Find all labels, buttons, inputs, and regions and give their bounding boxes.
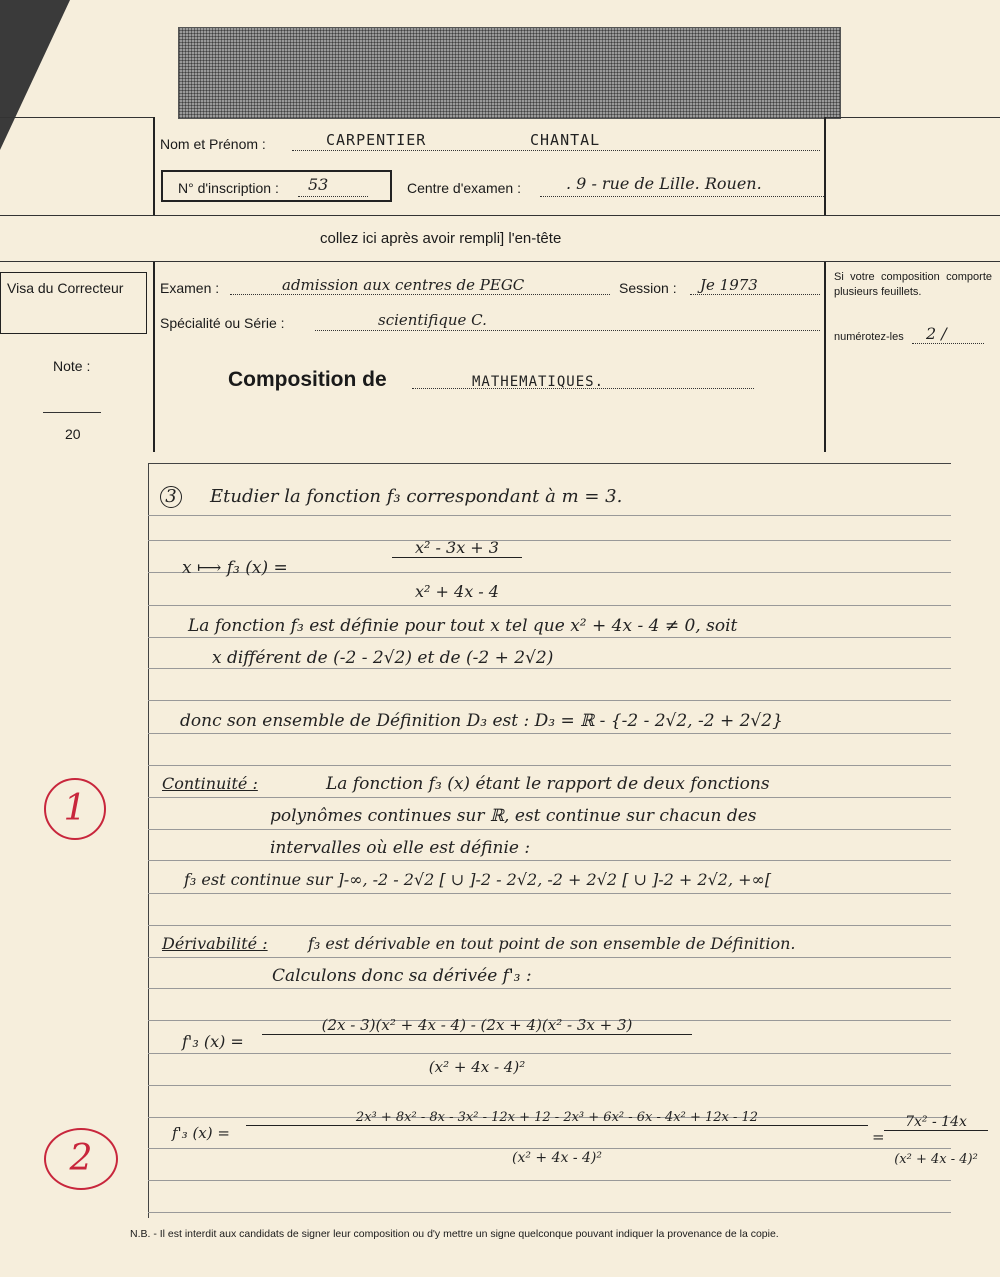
derivative-2-denominator: (x² + 4x - 4)² bbox=[511, 1150, 602, 1166]
session-value: Je 1973 bbox=[700, 276, 758, 294]
rule-line bbox=[148, 700, 951, 701]
derivative-2-result-denominator: (x² + 4x - 4)² bbox=[894, 1152, 978, 1167]
note-label: Note : bbox=[53, 358, 91, 374]
rule-line bbox=[148, 515, 951, 516]
folded-corner bbox=[0, 0, 70, 150]
inscription-value: 53 bbox=[308, 175, 329, 194]
name-label: Nom et Prénom : bbox=[160, 136, 266, 152]
mapping-left: x ⟼ f₃ (x) = bbox=[182, 558, 288, 578]
number-value: 2 / bbox=[926, 324, 947, 343]
sealed-header-stub bbox=[178, 27, 841, 119]
domain-line-2: x différent de (-2 - 2√2) et de (-2 + 2√2) bbox=[212, 648, 554, 668]
rule-line bbox=[148, 733, 951, 734]
name-dotted-line bbox=[292, 150, 820, 151]
rule-line bbox=[148, 925, 951, 926]
domain-definition: donc son ensemble de Définition D₃ est : D₃ = ℝ - {-2 - 2√2, -2 + 2√2} bbox=[180, 711, 783, 731]
rule-line bbox=[148, 1180, 951, 1181]
center-value: . 9 - rue de Lille. Rouen. bbox=[566, 174, 762, 193]
note-fraction-bar bbox=[43, 412, 101, 413]
rule-line bbox=[148, 797, 951, 798]
header-top-line-right bbox=[826, 117, 1000, 118]
inscription-label: N° d'inscription : bbox=[178, 180, 279, 196]
exam-label: Examen : bbox=[160, 280, 220, 296]
question-line: Etudier la fonction f₃ correspondant à m = 3. bbox=[210, 486, 623, 507]
rule-line bbox=[148, 1148, 951, 1149]
visa-label: Visa du Correcteur bbox=[7, 280, 124, 296]
rule-line bbox=[148, 637, 951, 638]
note-max: 20 bbox=[65, 426, 81, 442]
question-number: 3 bbox=[160, 486, 182, 508]
spec-dotted-line bbox=[315, 330, 820, 331]
number-label: numérotez-les bbox=[834, 331, 904, 343]
rule-line bbox=[148, 1212, 951, 1213]
rule-line bbox=[148, 540, 951, 541]
derivative-1-denominator: (x² + 4x - 4)² bbox=[428, 1058, 526, 1076]
number-dotted-line bbox=[912, 343, 984, 344]
derivative-1-left: f'₃ (x) = bbox=[182, 1032, 244, 1051]
mapping-denominator: x² + 4x - 4 bbox=[415, 582, 499, 601]
rule-line bbox=[148, 829, 951, 830]
mapping-numerator: x² - 3x + 3 bbox=[392, 538, 522, 558]
rule-line bbox=[148, 860, 951, 861]
rule-line bbox=[148, 988, 951, 989]
rule-line bbox=[148, 1085, 951, 1086]
composition-label: Composition de bbox=[228, 368, 387, 391]
continuity-line-1: La fonction f₃ (x) étant le rapport de deux fonctions bbox=[326, 774, 770, 794]
rule-line bbox=[148, 765, 951, 766]
continuity-heading: Continuité : bbox=[162, 774, 258, 793]
rule-line bbox=[148, 957, 951, 958]
rule-line bbox=[148, 893, 951, 894]
continuity-line-3: intervalles où elle est définie : bbox=[270, 838, 531, 858]
session-label: Session : bbox=[619, 280, 677, 296]
spec-value: scientifique C. bbox=[378, 311, 487, 329]
grader-mark-1: 1 bbox=[44, 778, 106, 840]
derivative-2-result-numerator: 7x² - 14x bbox=[884, 1114, 988, 1131]
derivative-2-equals: = bbox=[872, 1128, 885, 1146]
first-name-value: CHANTAL bbox=[530, 131, 601, 149]
header-top-line-left bbox=[0, 117, 153, 118]
derivability-heading: Dérivabilité : bbox=[162, 934, 268, 953]
derivability-line-1: f₃ est dérivable en tout point de son ensemble de Définition. bbox=[308, 934, 796, 953]
continuity-line-2: polynômes continues sur ℝ, est continue sur chacun des bbox=[270, 806, 757, 826]
composition-value: MATHEMATIQUES. bbox=[472, 374, 605, 390]
center-label: Centre d'examen : bbox=[407, 180, 521, 196]
exam-dotted-line bbox=[230, 294, 610, 295]
rule-line bbox=[148, 1053, 951, 1054]
center-dotted-line bbox=[540, 196, 824, 197]
inscription-dotted-line bbox=[298, 196, 368, 197]
derivative-2-left: f'₃ (x) = bbox=[172, 1124, 230, 1142]
spec-label: Spécialité ou Série : bbox=[160, 315, 285, 331]
continuity-intervals: f₃ est continue sur ]-∞, -2 - 2√2 [ ∪ ]-2 - 2√2, -2 + 2√2 [ ∪ ]-2 + 2√2, +∞[ bbox=[184, 870, 772, 889]
exam-value: admission aux centres de PEGC bbox=[282, 276, 525, 294]
rule-line bbox=[148, 605, 951, 606]
multi-page-note: Si votre composition comporte plusieurs feuillets. bbox=[834, 271, 992, 298]
footer-note: N.B. - Il est interdit aux candidats de signer leur composition ou d'y mettre un signe quelconque pouvant indiquer la provenance de la copie. bbox=[130, 1228, 779, 1240]
domain-line-1: La fonction f₃ est définie pour tout x tel que x² + 4x - 4 ≠ 0, soit bbox=[188, 616, 738, 636]
derivative-2-numerator: 2x³ + 8x² - 8x - 3x² - 12x + 12 - 2x³ + 6x² - 6x - 4x² + 12x - 12 bbox=[246, 1110, 868, 1126]
glue-note: collez ici après avoir rempli] l'en-tête bbox=[320, 230, 562, 247]
header-bottom-line bbox=[0, 215, 1000, 216]
last-name-value: CARPENTIER bbox=[326, 131, 427, 149]
derivability-line-2: Calculons donc sa dérivée f'₃ : bbox=[272, 966, 532, 986]
session-dotted-line bbox=[690, 294, 820, 295]
derivative-1-numerator: (2x - 3)(x² + 4x - 4) - (2x + 4)(x² - 3x + 3) bbox=[262, 1016, 692, 1035]
rule-line bbox=[148, 668, 951, 669]
grader-mark-2: 2 bbox=[44, 1128, 118, 1190]
